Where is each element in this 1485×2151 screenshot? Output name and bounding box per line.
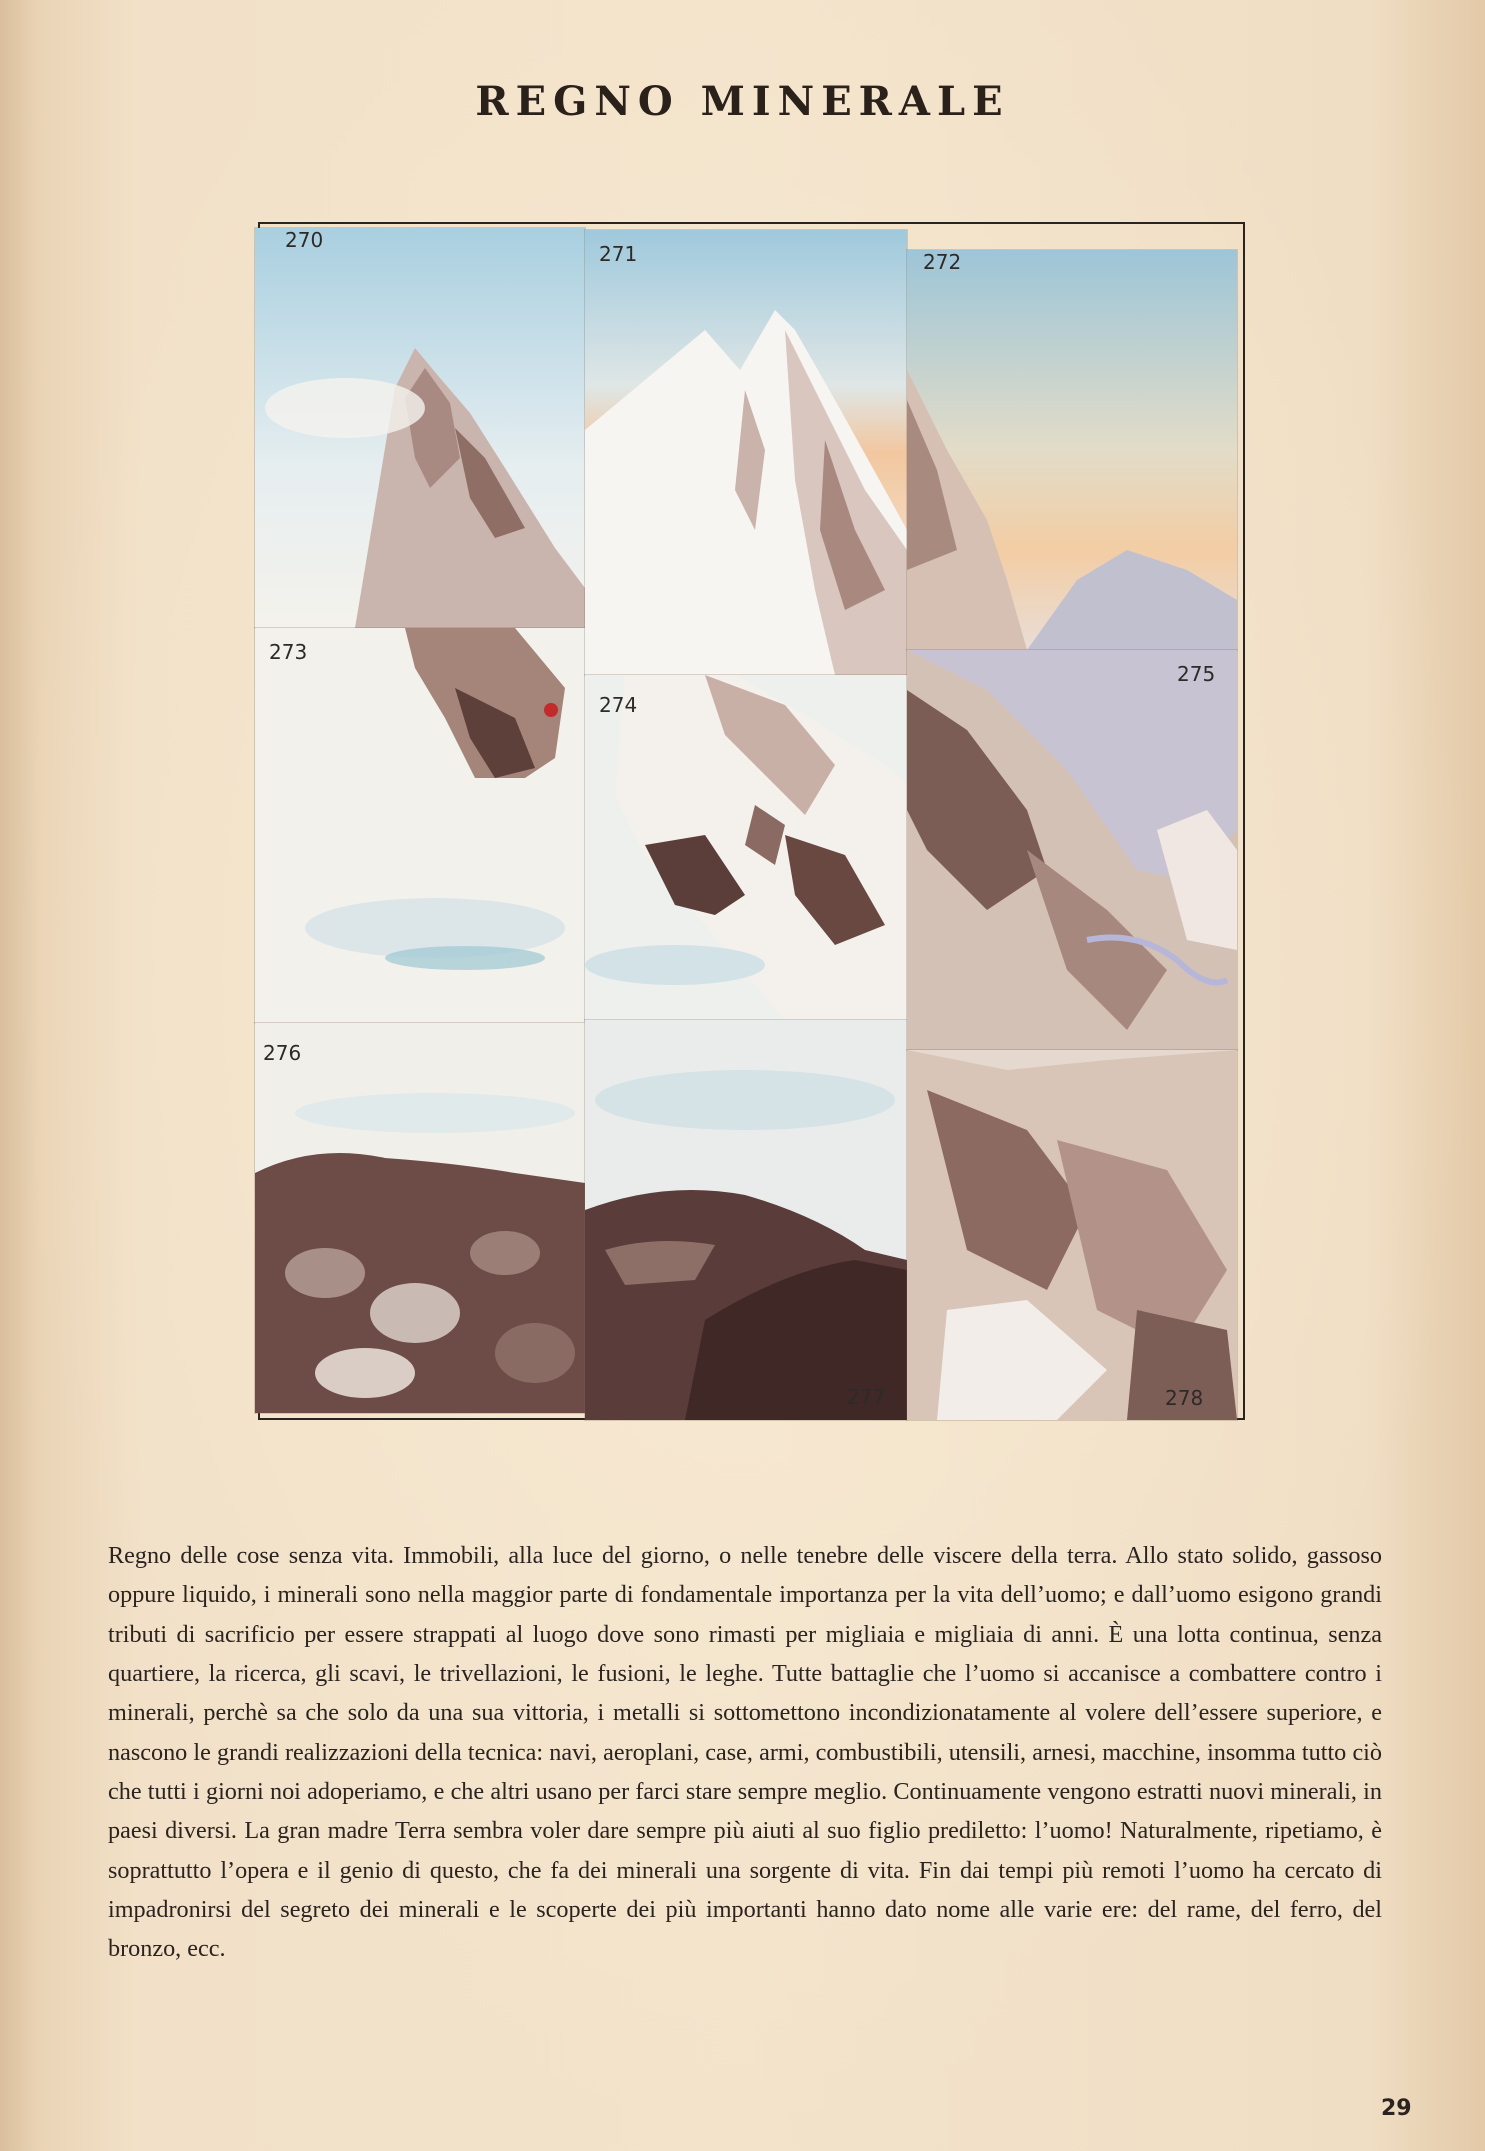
sticker-278-illustration bbox=[907, 1050, 1237, 1420]
page-title: REGNO MINERALE bbox=[475, 78, 1010, 125]
sticker-271 bbox=[585, 230, 907, 675]
sticker-mosaic bbox=[255, 218, 1245, 1423]
sticker-273 bbox=[255, 628, 585, 1023]
sticker-number-277: 277 bbox=[847, 1385, 886, 1409]
sticker-number-278: 278 bbox=[1165, 1386, 1204, 1410]
sticker-277-illustration bbox=[585, 1020, 907, 1420]
sticker-270-illustration bbox=[255, 228, 585, 628]
sticker-276 bbox=[255, 1023, 585, 1413]
sticker-272-illustration bbox=[907, 250, 1237, 650]
sticker-276-illustration bbox=[255, 1023, 585, 1413]
sticker-278 bbox=[907, 1050, 1237, 1420]
sticker-number-274: 274 bbox=[599, 693, 638, 717]
sticker-277 bbox=[585, 1020, 907, 1420]
sticker-number-276: 276 bbox=[263, 1041, 302, 1065]
sticker-number-271: 271 bbox=[599, 242, 638, 266]
sticker-number-273: 273 bbox=[269, 640, 308, 664]
sticker-271-illustration bbox=[585, 230, 907, 675]
body-paragraph: Regno delle cose senza vita. Immobili, alla luce del giorno, o nelle tenebre delle viscere della terra. Allo stato solido, gassoso oppure liquido, i minerali sono nella maggior parte di fondamentale importanza per la vita dell’uomo; e dall’uomo esigono grandi tributi di sacrificio per essere strappati al luogo dove sono rimasti per migliaia e migliaia di anni. È una lotta continua, senza quartiere, la ricerca, gli scavi, le trivellazioni, le fusioni, le leghe. Tutte battaglie che l’uomo si accanisce a combattere contro i minerali, perchè sa che solo da una sua vittoria, i metalli si sottomettono incondizionatamente al volere dell’essere superiore, e nascono le grandi realizzazioni della tecnica: navi, aeroplani, case, armi, combustibili, utensili, arnesi, macchine, insomma tutto ciò che tutti i giorni noi adoperiamo, e che altri usano per farci stare sempre meglio. Continuamente vengono estratti nuovi minerali, in paesi diversi. La gran madre Terra sembra voler dare sempre più aiuti al suo figlio prediletto: l’uomo! Naturalmente, ripetiamo, è soprattutto l’opera e il genio di questo, che fa dei minerali una sorgente di vita. Fin dai tempi più remoti l’uomo ha cercato di impadronirsi del segreto dei minerali e le scoperte dei più importanti hanno dato nome alle varie ere: del rame, del ferro, del bronzo, ecc. bbox=[108, 1542, 1382, 1963]
sticker-number-270: 270 bbox=[285, 228, 324, 252]
sticker-270 bbox=[255, 228, 585, 628]
sticker-275 bbox=[907, 650, 1237, 1050]
sticker-number-272: 272 bbox=[923, 250, 962, 274]
sticker-272 bbox=[907, 250, 1237, 650]
sticker-274-illustration bbox=[585, 675, 907, 1020]
sticker-274 bbox=[585, 675, 907, 1020]
page-number: 29 bbox=[1381, 2096, 1412, 2121]
sticker-number-275: 275 bbox=[1177, 662, 1216, 686]
sticker-275-illustration bbox=[907, 650, 1237, 1050]
sticker-273-illustration bbox=[255, 628, 585, 1023]
